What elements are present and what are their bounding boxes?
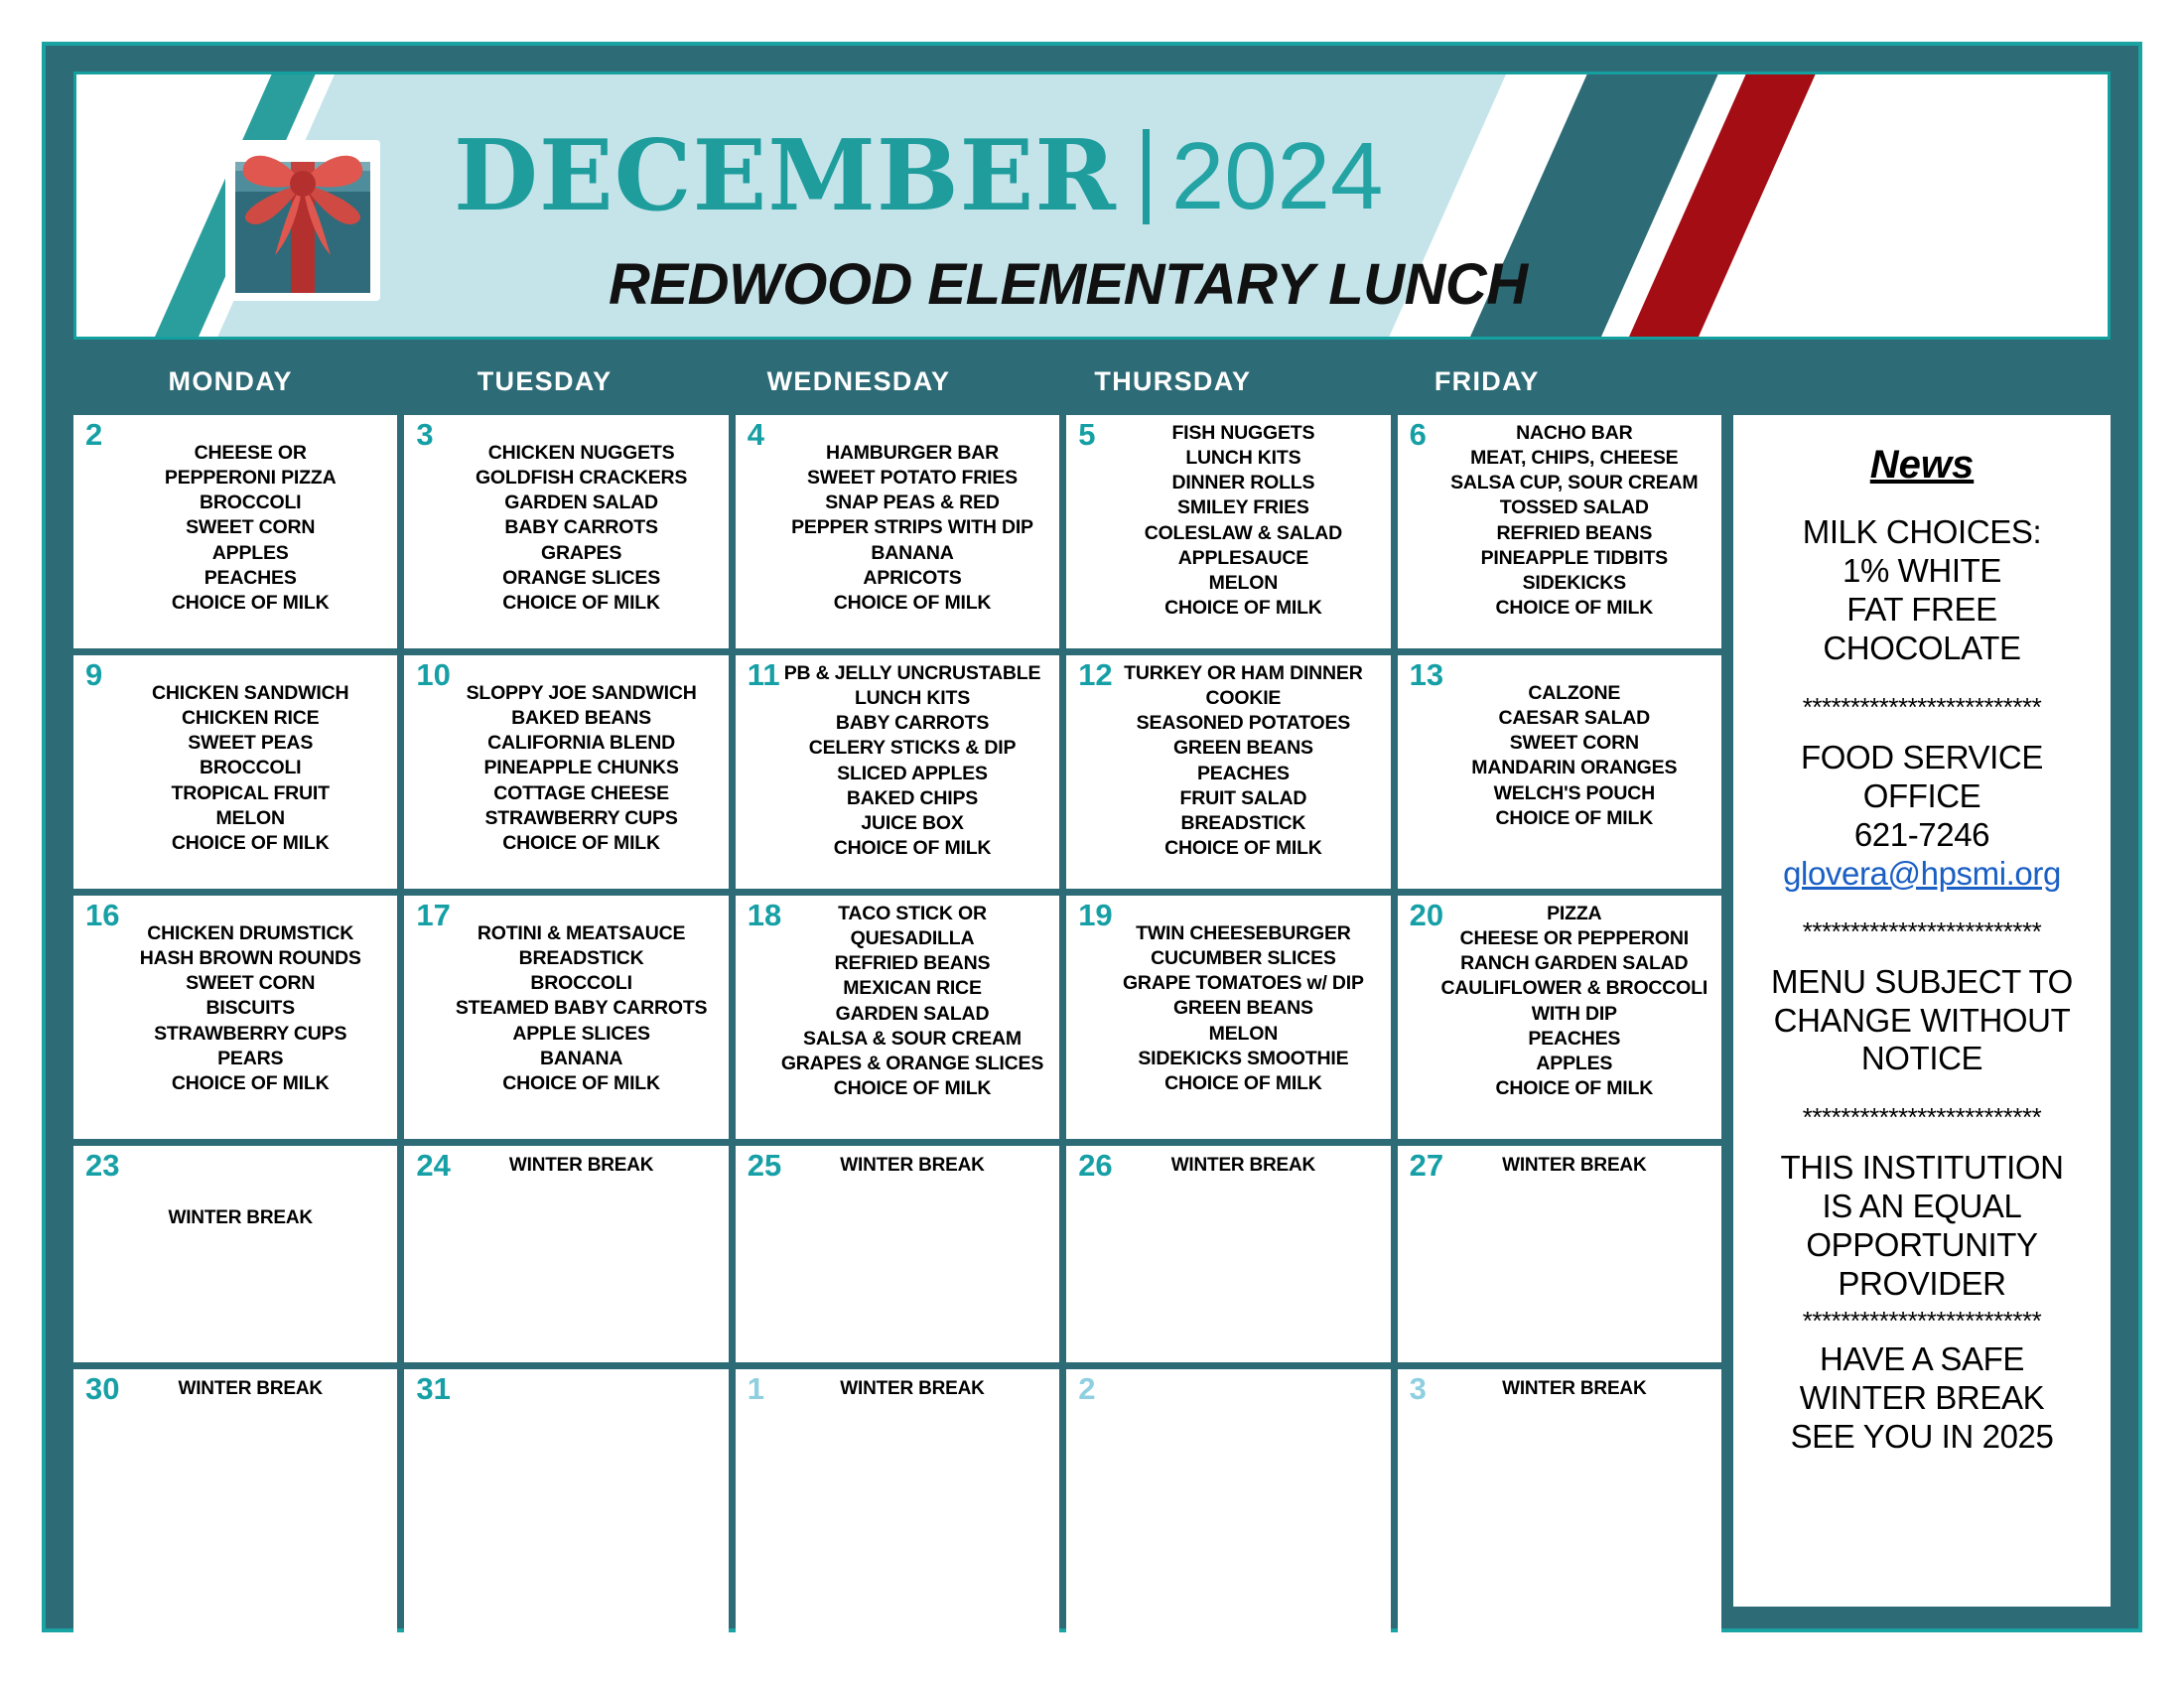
day-number: 1 [747, 1371, 765, 1406]
news-divider-stars: ************************* [1802, 915, 2042, 946]
menu-item: PEACHES [1528, 1027, 1621, 1050]
menu-item: TACO STICK OR [838, 903, 987, 924]
day-number: 11 [747, 657, 780, 692]
menu-item: BROCCOLI [530, 972, 632, 995]
calendar-day-cell[interactable] [73, 415, 397, 648]
disclaimer-line: MENU SUBJECT TO [1771, 962, 2073, 1000]
menu-item: APPLESAUCE [1177, 546, 1309, 569]
menu-item: GOLDFISH CRACKERS [475, 467, 688, 490]
menu-item: CHOICE OF MILK [171, 831, 330, 854]
disclaimer-block [1751, 963, 2093, 1079]
closing-line: WINTER BREAK [1799, 1379, 2045, 1417]
calendar-day-cell[interactable] [736, 415, 1059, 648]
menu-item-list [1104, 1154, 1382, 1179]
day-number: 3 [1409, 1371, 1427, 1406]
menu-item: CALZONE [1528, 682, 1621, 704]
menu-item: QUESADILLA [850, 927, 975, 950]
food-service-email-link[interactable]: glovera@hpsmi.org [1783, 854, 2061, 892]
menu-item: CHOICE OF MILK [1164, 836, 1322, 859]
menu-item-list [1435, 1377, 1713, 1402]
menu-item: FRUIT SALAD [1179, 786, 1307, 809]
menu-item: CHICKEN RICE [181, 707, 320, 730]
menu-item: PINEAPPLE TIDBITS [1480, 546, 1668, 569]
calendar-day-cell[interactable] [1066, 655, 1390, 889]
calendar-day-cell[interactable] [1398, 1369, 1721, 1634]
menu-item: CHOICE OF MILK [833, 591, 992, 614]
menu-item: CHOICE OF MILK [1164, 596, 1322, 619]
menu-item-list [442, 921, 720, 1096]
menu-item: PINEAPPLE CHUNKS [483, 757, 679, 779]
day-number: 30 [85, 1371, 120, 1406]
menu-item: GREEN BEANS [1172, 737, 1313, 760]
menu-item: HASH BROWN ROUNDS [139, 947, 361, 970]
menu-item: SEASONED POTATOES [1136, 712, 1351, 735]
menu-item-list [1104, 661, 1382, 861]
menu-item: CUCUMBER SLICES [1151, 947, 1336, 970]
menu-item: SWEET CORN [1509, 732, 1639, 755]
day-number: 20 [1409, 898, 1444, 932]
menu-item: MEAT, CHIPS, CHEESE [1470, 447, 1679, 470]
menu-item: STRAWBERRY CUPS [484, 806, 678, 829]
office-line: OFFICE [1862, 776, 1981, 814]
menu-item: RANCH GARDEN SALAD [1460, 952, 1689, 975]
menu-item: SNAP PEAS & RED [825, 492, 1000, 514]
menu-item: STRAWBERRY CUPS [154, 1022, 347, 1045]
weekday-spacer [1644, 353, 2111, 409]
closing-block [1751, 1340, 2093, 1457]
menu-item: MANDARIN ORANGES [1471, 757, 1678, 779]
gift-box-icon [204, 122, 402, 306]
day-number: 10 [416, 657, 451, 692]
masthead [73, 71, 2111, 340]
day-number: 9 [85, 657, 103, 692]
day-number: 4 [747, 417, 765, 452]
day-number: 12 [1078, 657, 1113, 692]
news-title: News [1869, 443, 1975, 487]
day-number: 6 [1409, 417, 1427, 452]
menu-item: SIDEKICKS [1522, 571, 1626, 594]
menu-item: PEPPER STRIPS WITH DIP [791, 516, 1033, 539]
day-number: 5 [1078, 417, 1096, 452]
calendar-day-cell[interactable] [404, 896, 728, 1139]
weekday-tuesday: TUESDAY [477, 365, 613, 396]
menu-item: PB & JELLY UNCRUSTABLE [783, 662, 1041, 684]
menu-item: CHOICE OF MILK [502, 1071, 660, 1094]
day-number: 2 [1078, 1371, 1096, 1406]
menu-item: BABY CARROTS [504, 516, 658, 539]
menu-item: BABY CARROTS [835, 712, 990, 735]
menu-item-list [1435, 681, 1713, 831]
menu-item: SLICED APPLES [837, 762, 988, 784]
menu-item: SMILEY FRIES [1177, 496, 1309, 519]
menu-item: BANANA [871, 541, 954, 564]
menu-item: CHOICE OF MILK [1164, 1071, 1322, 1094]
menu-item: PEARS [217, 1047, 284, 1069]
calendar-day-cell[interactable] [1398, 655, 1721, 889]
school-subtitle: REDWOOD ELEMENTARY LUNCH [609, 252, 1528, 317]
eeo-line: PROVIDER [1838, 1265, 2006, 1303]
day-number: 17 [416, 898, 451, 932]
calendar-day-cell[interactable] [73, 1369, 397, 1634]
menu-item: CAESAR SALAD [1498, 707, 1651, 730]
menu-item: NACHO BAR [1516, 422, 1633, 444]
menu-item: BAKED CHIPS [846, 786, 979, 809]
calendar-day-cell[interactable] [404, 1146, 728, 1362]
menu-item: WINTER BREAK [508, 1155, 654, 1176]
calendar-day-cell[interactable] [404, 415, 728, 648]
milk-choices-block [1751, 513, 2093, 668]
masthead-title [454, 119, 1744, 233]
menu-item: WINTER BREAK [1170, 1155, 1316, 1176]
menu-item: WINTER BREAK [1502, 1378, 1647, 1399]
menu-item: APRICOTS [863, 566, 962, 589]
menu-item: CHOICE OF MILK [502, 831, 660, 854]
menu-item-list [773, 441, 1051, 616]
menu-item-list [1104, 421, 1382, 621]
milk-line: FAT FREE [1846, 590, 1997, 628]
day-number: 2 [85, 417, 103, 452]
menu-item-list [773, 1154, 1051, 1179]
calendar-day-cell[interactable] [1066, 896, 1390, 1139]
menu-item: GREEN BEANS [1172, 997, 1313, 1020]
closing-line: SEE YOU IN 2025 [1790, 1418, 2054, 1455]
news-panel [1733, 415, 2111, 1607]
calendar-day-cell[interactable] [1398, 1146, 1721, 1362]
menu-item: PEACHES [204, 566, 297, 589]
menu-item: TOSSED SALAD [1499, 496, 1649, 519]
weekday-friday: FRIDAY [1433, 365, 1540, 396]
menu-item-list [773, 661, 1051, 861]
menu-item: CALIFORNIA BLEND [487, 732, 676, 755]
weekday-thursday: THURSDAY [1094, 365, 1252, 396]
menu-item: APPLES [211, 541, 289, 564]
menu-item: WINTER BREAK [178, 1378, 323, 1399]
news-divider-stars: ************************* [1802, 1306, 2042, 1336]
menu-item: WINTER BREAK [168, 1207, 313, 1228]
menu-item: SWEET POTATO FRIES [806, 467, 1018, 490]
menu-item: GRAPE TOMATOES w/ DIP [1122, 972, 1364, 995]
menu-item: CHOICE OF MILK [1495, 806, 1654, 829]
day-number: 23 [85, 1148, 120, 1183]
day-number: 19 [1078, 898, 1113, 932]
menu-item: COTTAGE CHEESE [493, 781, 669, 804]
menu-item: CHOICE OF MILK [1495, 596, 1654, 619]
menu-item: WINTER BREAK [840, 1378, 985, 1399]
menu-item: APPLE SLICES [512, 1022, 650, 1045]
day-number: 13 [1409, 657, 1444, 692]
title-divider [1143, 129, 1150, 224]
menu-item: STEAMED BABY CARROTS [455, 997, 708, 1020]
menu-item: CHOICE OF MILK [171, 591, 330, 614]
menu-item: REFRIED BEANS [1496, 521, 1653, 544]
menu-item: COLESLAW & SALAD [1144, 521, 1343, 544]
calendar-day-cell[interactable] [1398, 896, 1721, 1139]
menu-item: CHOICE OF MILK [833, 836, 992, 859]
calendar-day-cell[interactable] [73, 1146, 397, 1362]
milk-line: CHOCOLATE [1823, 629, 2021, 666]
menu-item: CHOICE OF MILK [1495, 1076, 1654, 1099]
menu-item-list [442, 1154, 720, 1179]
menu-item: CHOICE OF MILK [502, 591, 660, 614]
calendar-day-cell[interactable] [404, 655, 728, 889]
menu-item: CAULIFLOWER & BROCCOLI [1440, 977, 1708, 1000]
day-number: 27 [1409, 1148, 1444, 1183]
menu-item: JUICE BOX [861, 811, 964, 834]
menu-item: HAMBURGER BAR [826, 442, 999, 464]
menu-item: REFRIED BEANS [834, 952, 991, 975]
food-service-block [1751, 739, 2093, 893]
calendar-day-cell[interactable] [1398, 415, 1721, 648]
news-divider-stars: ************************* [1802, 1102, 2042, 1133]
menu-item: GRAPES & ORANGE SLICES [780, 1052, 1044, 1074]
calendar-grid [73, 415, 1721, 1607]
menu-item: SWEET CORN [186, 972, 316, 995]
calendar-day-cell[interactable] [736, 655, 1059, 889]
menu-item: WINTER BREAK [840, 1155, 985, 1176]
menu-item: LUNCH KITS [1185, 447, 1301, 470]
disclaimer-line: CHANGE WITHOUT [1773, 1001, 2071, 1039]
calendar-day-cell[interactable] [736, 1369, 1059, 1634]
day-number: 25 [747, 1148, 782, 1183]
menu-item-list [773, 902, 1051, 1101]
menu-item: PEPPERONI PIZZA [164, 467, 337, 490]
weekday-header [73, 353, 2111, 409]
day-number: 16 [85, 898, 120, 932]
calendar-day-cell[interactable] [1066, 1146, 1390, 1362]
menu-item: FISH NUGGETS [1171, 422, 1315, 444]
menu-item: TWIN CHEESEBURGER [1136, 922, 1351, 944]
calendar-day-cell[interactable] [73, 896, 397, 1139]
menu-item-list [442, 441, 720, 616]
menu-item: WINTER BREAK [1502, 1155, 1647, 1176]
calendar-day-cell[interactable] [1066, 415, 1390, 648]
menu-item: LUNCH KITS [854, 687, 971, 710]
menu-item: CELERY STICKS & DIP [808, 737, 1017, 760]
menu-item: BREADSTICK [1180, 811, 1306, 834]
office-line: FOOD SERVICE [1801, 738, 2043, 775]
menu-item: MELON [1208, 1022, 1279, 1045]
menu-item: CHICKEN SANDWICH [152, 682, 349, 704]
menu-item: CHOICE OF MILK [833, 1076, 992, 1099]
menu-item: WELCH'S POUCH [1493, 781, 1655, 804]
menu-item: BISCUITS [205, 997, 295, 1020]
menu-item: CHEESE OR PEPPERONI [1459, 927, 1689, 950]
eeo-line: THIS INSTITUTION [1780, 1149, 2064, 1187]
day-number: 24 [416, 1148, 451, 1183]
menu-item-list [1435, 902, 1713, 1101]
eeo-statement-block [1751, 1149, 2093, 1304]
menu-item: SLOPPY JOE SANDWICH [466, 682, 697, 704]
menu-item: MELON [215, 806, 285, 829]
menu-item: GARDEN SALAD [835, 1002, 990, 1025]
news-divider-stars: ************************* [1802, 691, 2042, 722]
weekday-wednesday: WEDNESDAY [766, 365, 951, 396]
eeo-line: OPPORTUNITY [1806, 1226, 2038, 1264]
milk-line: MILK CHOICES: [1802, 513, 2042, 550]
milk-line: 1% WHITE [1843, 551, 2001, 589]
menu-item: BROCCOLI [199, 757, 302, 779]
menu-item: SIDEKICKS SMOOTHIE [1138, 1047, 1349, 1069]
calendar-day-cell[interactable] [736, 1146, 1059, 1362]
menu-item: ORANGE SLICES [502, 566, 661, 589]
menu-item: PEACHES [1196, 762, 1290, 784]
menu-item: WITH DIP [1531, 1002, 1617, 1025]
menu-item: BREADSTICK [518, 947, 644, 970]
menu-item: CHICKEN NUGGETS [487, 442, 675, 464]
menu-item-list [91, 1206, 389, 1231]
menu-item: CHICKEN DRUMSTICK [147, 922, 354, 944]
menu-item: CHEESE OR [194, 442, 307, 464]
menu-item: COOKIE [1205, 687, 1282, 710]
menu-item: CHOICE OF MILK [171, 1071, 330, 1094]
menu-item: SWEET CORN [186, 516, 316, 539]
menu-item: MEXICAN RICE [843, 977, 982, 1000]
menu-item-list [1435, 421, 1713, 621]
year-label: 2024 [1170, 123, 1384, 229]
eeo-line: IS AN EQUAL [1822, 1188, 2022, 1225]
weekday-monday: MONDAY [168, 365, 293, 396]
closing-line: HAVE A SAFE [1820, 1340, 2024, 1378]
disclaimer-line: NOTICE [1860, 1040, 1983, 1077]
menu-item: TURKEY OR HAM DINNER [1124, 662, 1363, 684]
menu-item: TROPICAL FRUIT [171, 781, 330, 804]
menu-item-list [773, 1377, 1051, 1402]
menu-item: PIZZA [1547, 903, 1602, 924]
menu-item-list [111, 921, 389, 1096]
day-number: 31 [416, 1371, 451, 1406]
day-number: 3 [416, 417, 434, 452]
menu-item: BANANA [539, 1047, 623, 1069]
calendar-day-cell[interactable] [404, 1369, 728, 1634]
calendar-day-cell[interactable] [1066, 1369, 1390, 1634]
menu-item: ROTINI & MEATSAUCE [477, 922, 686, 944]
menu-item: BAKED BEANS [511, 707, 651, 730]
menu-item-list [1435, 1154, 1713, 1179]
menu-item: BROCCOLI [199, 492, 302, 514]
menu-item: GRAPES [541, 541, 622, 564]
menu-item-list [442, 681, 720, 856]
menu-item: DINNER ROLLS [1171, 472, 1315, 494]
menu-item: SALSA CUP, SOUR CREAM [1450, 472, 1699, 494]
menu-item-list [111, 441, 389, 616]
menu-item: MELON [1208, 571, 1279, 594]
calendar-frame [42, 42, 2142, 1632]
menu-item-list [111, 681, 389, 856]
menu-item-list [111, 1377, 389, 1402]
menu-item: SALSA & SOUR CREAM [803, 1027, 1022, 1050]
day-number: 18 [747, 898, 782, 932]
calendar-day-cell[interactable] [73, 655, 397, 889]
day-number: 26 [1078, 1148, 1113, 1183]
menu-item: GARDEN SALAD [504, 492, 658, 514]
calendar-day-cell[interactable] [736, 896, 1059, 1139]
month-label: DECEMBER [454, 119, 1117, 233]
menu-item: APPLES [1536, 1052, 1613, 1074]
menu-item: SWEET PEAS [188, 732, 314, 755]
menu-item-list [1104, 921, 1382, 1096]
office-phone: 621-7246 [1853, 815, 1990, 853]
